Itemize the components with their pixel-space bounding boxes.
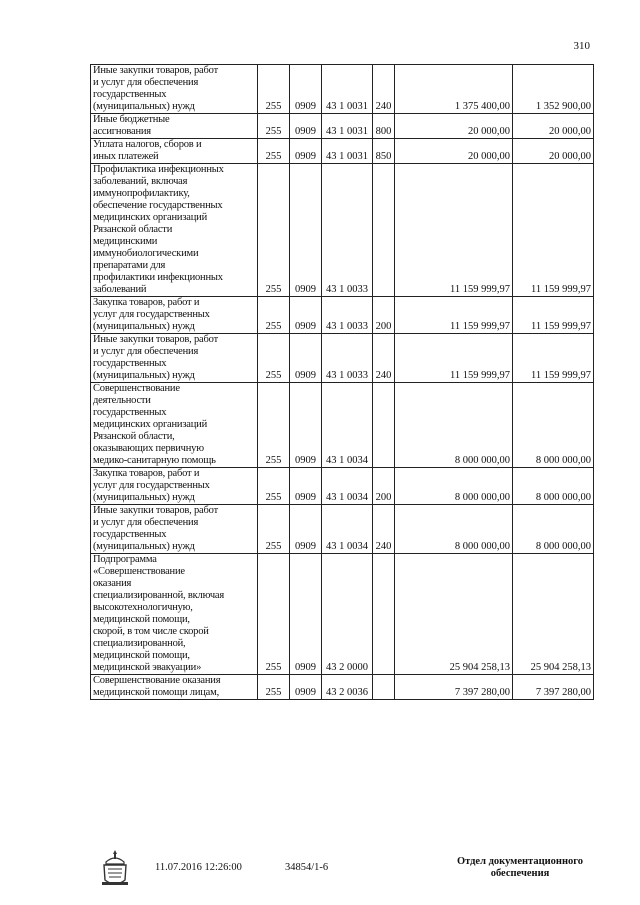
row-amount-1-cell-text: 11 159 999,97 [450,370,510,381]
row-name-cell-text: Уплата налогов, сборов и иных платежей [93,139,202,162]
coat-of-arms-icon [98,848,132,888]
row-section-cell-text: 0909 [295,126,316,137]
row-amount-2-cell-text: 20 000,00 [549,126,591,137]
row-section-cell [290,468,322,505]
row-amount-2-cell [513,468,594,505]
row-ved-cell-text: 255 [265,370,282,381]
table-row [91,297,594,334]
row-expense-type-cell-text: 800 [375,126,392,137]
table-row [91,675,594,700]
row-target-article-cell-text: 43 1 0031 [326,151,368,162]
row-expense-type-cell [373,554,395,675]
row-amount-1-cell-text: 1 375 400,00 [454,101,510,112]
table-row [91,334,594,383]
row-name-cell [91,468,258,505]
row-amount-1-cell [395,554,513,675]
row-name-cell-text: Совершенствование оказания медицинской помощи лицам, [93,675,221,698]
row-section-cell [290,383,322,468]
row-section-cell-text: 0909 [295,455,316,466]
row-target-article-cell-text: 43 2 0036 [326,687,368,698]
row-ved-cell [258,383,290,468]
row-amount-2-cell [513,297,594,334]
row-amount-2-cell-text: 1 352 900,00 [535,101,591,112]
table-row [91,139,594,164]
row-name-cell [91,675,258,700]
row-name-cell [91,65,258,114]
row-section-cell-text: 0909 [295,662,316,673]
row-amount-2-cell [513,383,594,468]
row-expense-type-cell [373,334,395,383]
row-name-cell [91,505,258,554]
row-target-article-cell-text: 43 1 0034 [326,492,368,503]
row-expense-type-cell [373,468,395,505]
footer-department: Отдел документационного обеспечения [456,856,584,879]
row-expense-type-cell [373,139,395,164]
row-name-cell-text: Совершенствование деятельности государственных медицинских организаций Рязанской области, оказывающих первичную медико-санитарную помощь [93,383,216,466]
row-target-article-cell [322,468,373,505]
row-expense-type-cell-text: 200 [375,321,392,332]
row-name-cell [91,139,258,164]
row-section-cell-text: 0909 [295,541,316,552]
table-row [91,505,594,554]
row-ved-cell-text: 255 [265,101,282,112]
row-name-cell [91,297,258,334]
table-row [91,164,594,297]
row-ved-cell [258,297,290,334]
row-ved-cell-text: 255 [265,284,282,295]
row-amount-2-cell [513,505,594,554]
row-name-cell-text: Иные закупки товаров, работ и услуг для обеспечения государственных (муниципальных) нужд [93,505,218,552]
row-target-article-cell [322,65,373,114]
row-amount-2-cell [513,139,594,164]
row-expense-type-cell [373,505,395,554]
row-ved-cell-text: 255 [265,687,282,698]
row-name-cell-text: Иные бюджетные ассигнования [93,114,170,137]
row-section-cell-text: 0909 [295,101,316,112]
row-amount-1-cell-text: 7 397 280,00 [454,687,510,698]
row-ved-cell-text: 255 [265,455,282,466]
row-amount-2-cell-text: 25 904 258,13 [530,662,591,673]
row-target-article-cell [322,114,373,139]
row-name-cell [91,554,258,675]
row-ved-cell [258,334,290,383]
row-amount-2-cell-text: 8 000 000,00 [535,492,591,503]
row-name-cell-text: Иные закупки товаров, работ и услуг для обеспечения государственных (муниципальных) нужд [93,334,218,381]
row-name-cell [91,334,258,383]
footer-document-code: 34854/1-6 [285,862,329,873]
row-ved-cell [258,468,290,505]
row-ved-cell-text: 255 [265,541,282,552]
row-section-cell-text: 0909 [295,151,316,162]
row-amount-1-cell-text: 25 904 258,13 [449,662,510,673]
row-section-cell-text: 0909 [295,492,316,503]
row-expense-type-cell [373,675,395,700]
row-expense-type-cell [373,297,395,334]
row-target-article-cell-text: 43 1 0033 [326,321,368,332]
row-ved-cell [258,675,290,700]
row-name-cell [91,164,258,297]
row-amount-1-cell-text: 8 000 000,00 [454,455,510,466]
row-expense-type-cell-text: 240 [375,370,392,381]
row-ved-cell [258,505,290,554]
table-row [91,554,594,675]
row-expense-type-cell [373,383,395,468]
row-name-cell-text: Подпрограмма «Совершенствование оказания специализированной, включая высокотехнологичную, медицинской помощи, скорой, в том числе скорой специализированной, медицинской помощи, медицинской эвакуации» [93,554,225,673]
row-section-cell-text: 0909 [295,321,316,332]
row-target-article-cell [322,675,373,700]
row-amount-1-cell-text: 20 000,00 [468,126,510,137]
row-ved-cell-text: 255 [265,126,282,137]
row-target-article-cell [322,334,373,383]
row-amount-1-cell-text: 20 000,00 [468,151,510,162]
row-ved-cell-text: 255 [265,151,282,162]
row-name-cell-text: Профилактика инфекционных заболеваний, включая иммунопрофилактику, обеспечение государственных медицинских организаций Рязанской области медицинскими иммунобиологическими препаратами для профилактики инфекционных заболеваний [93,164,224,295]
row-amount-1-cell [395,139,513,164]
page-number: 310 [573,40,590,52]
row-amount-2-cell [513,65,594,114]
page-footer [0,848,640,898]
row-amount-1-cell [395,114,513,139]
table-row [91,383,594,468]
row-section-cell-text: 0909 [295,687,316,698]
row-target-article-cell-text: 43 1 0031 [326,101,368,112]
row-amount-1-cell-text: 8 000 000,00 [454,541,510,552]
row-expense-type-cell [373,114,395,139]
row-ved-cell [258,114,290,139]
row-target-article-cell-text: 43 1 0033 [326,370,368,381]
row-amount-2-cell-text: 8 000 000,00 [535,541,591,552]
row-amount-1-cell [395,505,513,554]
row-section-cell [290,114,322,139]
row-target-article-cell-text: 43 1 0031 [326,126,368,137]
row-amount-2-cell [513,675,594,700]
row-amount-2-cell [513,554,594,675]
row-name-cell-text: Иные закупки товаров, работ и услуг для обеспечения государственных (муниципальных) нужд [93,65,218,112]
row-ved-cell-text: 255 [265,662,282,673]
row-target-article-cell [322,139,373,164]
row-expense-type-cell-text: 240 [375,541,392,552]
table-row [91,468,594,505]
row-ved-cell-text: 255 [265,492,282,503]
row-section-cell [290,65,322,114]
row-name-cell [91,114,258,139]
row-amount-1-cell [395,675,513,700]
row-amount-1-cell-text: 8 000 000,00 [454,492,510,503]
row-ved-cell [258,554,290,675]
row-expense-type-cell-text: 850 [375,151,392,162]
row-section-cell [290,554,322,675]
budget-table [90,64,594,700]
row-target-article-cell-text: 43 1 0033 [326,284,368,295]
table-row [91,65,594,114]
row-amount-2-cell [513,164,594,297]
row-ved-cell [258,139,290,164]
row-amount-1-cell-text: 11 159 999,97 [450,284,510,295]
row-expense-type-cell-text: 200 [375,492,392,503]
row-amount-2-cell-text: 11 159 999,97 [531,321,591,332]
footer-date: 11.07.2016 12:26:00 [155,862,242,873]
row-amount-1-cell [395,164,513,297]
row-amount-2-cell-text: 11 159 999,97 [531,370,591,381]
row-amount-1-cell-text: 11 159 999,97 [450,321,510,332]
row-expense-type-cell [373,164,395,297]
row-expense-type-cell-text: 240 [375,101,392,112]
row-target-article-cell [322,297,373,334]
row-target-article-cell [322,505,373,554]
table-row [91,114,594,139]
row-amount-2-cell [513,334,594,383]
row-target-article-cell-text: 43 1 0034 [326,541,368,552]
row-target-article-cell [322,383,373,468]
row-section-cell [290,675,322,700]
row-expense-type-cell [373,65,395,114]
row-amount-2-cell [513,114,594,139]
row-name-cell-text: Закупка товаров, работ и услуг для государственных (муниципальных) нужд [93,468,210,503]
row-amount-2-cell-text: 7 397 280,00 [535,687,591,698]
row-ved-cell [258,164,290,297]
row-target-article-cell-text: 43 1 0034 [326,455,368,466]
row-amount-1-cell [395,297,513,334]
row-target-article-cell-text: 43 2 0000 [326,662,368,673]
row-amount-2-cell-text: 11 159 999,97 [531,284,591,295]
row-ved-cell [258,65,290,114]
row-ved-cell-text: 255 [265,321,282,332]
budget-table-body [91,65,594,700]
row-section-cell-text: 0909 [295,370,316,381]
row-name-cell-text: Закупка товаров, работ и услуг для государственных (муниципальных) нужд [93,297,210,332]
row-section-cell-text: 0909 [295,284,316,295]
row-section-cell [290,505,322,554]
row-target-article-cell [322,164,373,297]
row-name-cell [91,383,258,468]
row-section-cell [290,139,322,164]
row-amount-2-cell-text: 8 000 000,00 [535,455,591,466]
row-amount-1-cell [395,334,513,383]
row-section-cell [290,164,322,297]
row-amount-2-cell-text: 20 000,00 [549,151,591,162]
row-amount-1-cell [395,383,513,468]
row-section-cell [290,334,322,383]
row-section-cell [290,297,322,334]
row-amount-1-cell [395,468,513,505]
row-target-article-cell [322,554,373,675]
row-amount-1-cell [395,65,513,114]
